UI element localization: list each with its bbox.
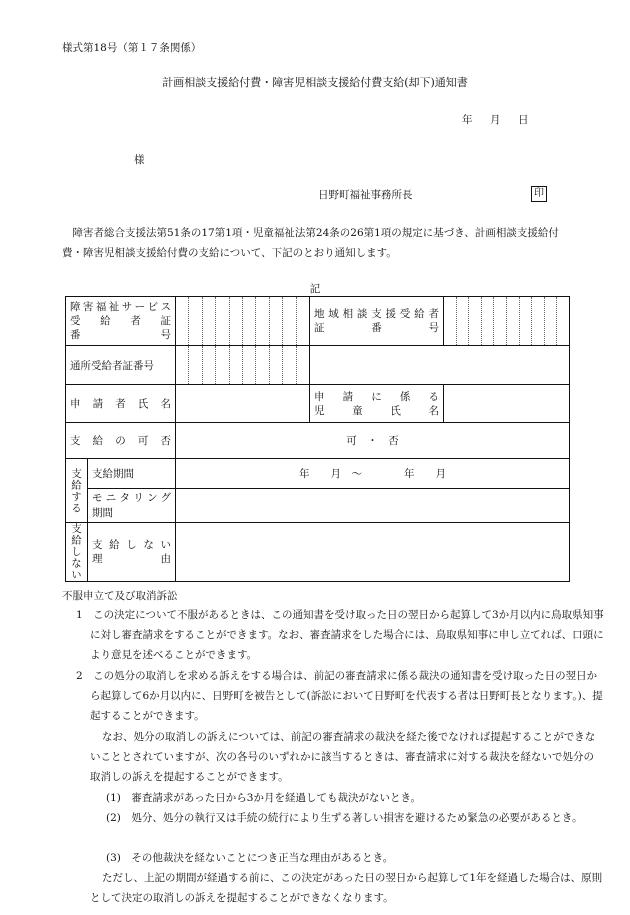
issuer-name: 日野町福祉事務所長 [318, 189, 413, 201]
notice-table [65, 296, 570, 582]
group-deny-label: 支給しない [66, 523, 88, 582]
approval-choice[interactable]: 可 ・ 否 [176, 423, 570, 459]
appeal-item-1: (1) 審査請求があった日から3か月を経過しても裁決がないとき。 [106, 792, 422, 804]
table-row [66, 523, 570, 582]
child-name-field[interactable] [444, 385, 570, 423]
day-service-cert-label: 通所受給者証番号 [66, 346, 176, 385]
ki-heading: 記 [309, 283, 321, 295]
appeal-paragraph-2: 2 この処分の取消しを求める訴えをする場合は、前記の審査請求に係る裁決の通知書を受け取った日の翌日から起算して6か月以内に、日野町を被告として(訴訟において日野町を代表する者は日野町長となります。)、提起することができます。 [76, 670, 603, 722]
child-name-label-b: 児童氏名 [314, 404, 439, 417]
appeal-heading: 不服申立て及び取消訴訟 [62, 590, 178, 602]
table-row [66, 489, 570, 523]
appeal-item-2: (2) 処分、処分の執行又は手続の続行により生ずる著しい損害を避けるため緊急の必要があるとき。 [106, 812, 583, 824]
service-cert-label [66, 297, 176, 346]
notice-body: 障害者総合支援法第51条の17第1項・児童福祉法第24条の26第1項の規定に基づき、計画相談支援給付費・障害児相談支援給付費の支給について、下記のとおり通知します。 [62, 227, 559, 259]
applicant-name-label: 申請者氏名 [66, 385, 176, 423]
approval-label: 支給の可否 [66, 423, 176, 459]
service-cert-label-b: 受給者証 [70, 315, 171, 327]
deny-reason-label-a: 支給しない [92, 538, 171, 551]
table-row [66, 346, 570, 385]
appeal-item-3: (3) その他裁決を経ないことにつき正当な理由があるとき。 [106, 852, 394, 864]
regional-cert-number-field[interactable] [444, 297, 570, 346]
date-month: 月 [490, 114, 501, 126]
addressee-suffix: 様 [134, 154, 145, 166]
date-year: 年 [462, 114, 473, 126]
service-cert-number-field[interactable] [176, 297, 310, 346]
issue-date [462, 112, 546, 127]
date-day: 日 [518, 114, 529, 126]
appeal-paragraph-4: ただし、上記の期間が経過する前に、この決定があった日の翌日から起算して1年を経過した場合は、原則として決定の取消しの訴えを提起することができなくなります。 [90, 872, 603, 904]
period-label: 支給期間 [88, 459, 176, 489]
service-cert-label-a: 障害福祉サービス [70, 301, 171, 313]
day-service-cert-number-field[interactable] [176, 346, 310, 385]
regional-cert-label [310, 297, 444, 346]
child-name-label [310, 385, 444, 423]
monitoring-label-b: 期間 [92, 507, 113, 519]
deny-reason-label-b: 理由 [92, 552, 171, 565]
deny-reason-label [88, 523, 176, 582]
applicant-name-field[interactable] [176, 385, 310, 423]
table-row [66, 459, 570, 489]
group-provide-label: 支給する [66, 459, 88, 523]
monitoring-label-a: モニタリング [92, 492, 171, 504]
monitoring-field[interactable] [176, 489, 570, 523]
child-name-label-a: 申請に係る [314, 390, 439, 403]
regional-cert-label-a: 地域相談支援受給者 [314, 308, 439, 320]
appeal-paragraph-3: なお、処分の取消しの訴えについては、前記の審査請求の裁決を経た後でなければ提起することができないこととされていますが、次の各号のいずれかに該当するときは、審査請求に対する裁決を経ないで処分の取消しの訴えを提起することができます。 [90, 731, 596, 783]
table-row [66, 423, 570, 459]
deny-reason-field[interactable] [176, 523, 570, 582]
table-row [66, 385, 570, 423]
period-field[interactable]: 年 月 ～ 年 月 [176, 459, 570, 489]
service-cert-label-c: 番号 [70, 329, 171, 341]
appeal-paragraph-1: 1 この決定について不服があるときは、この通知書を受け取った日の翌日から起算して3か月以内に鳥取県知事に対し審査請求をすることができます。なお、審査請求をした場合には、鳥取県知事に申し立てれば、口頭により意見を述べることができます。 [76, 609, 604, 661]
form-number: 様式第18号（第１７条関係） [62, 42, 202, 54]
regional-cert-label-b: 証番号 [314, 322, 439, 334]
monitoring-label [88, 489, 176, 523]
seal-mark: 印 [531, 186, 547, 202]
document-title: 計画相談支援給付費・障害児相談支援給付費支給(却下)通知書 [162, 76, 468, 89]
table-row [66, 297, 570, 346]
blank-cell [310, 346, 570, 385]
